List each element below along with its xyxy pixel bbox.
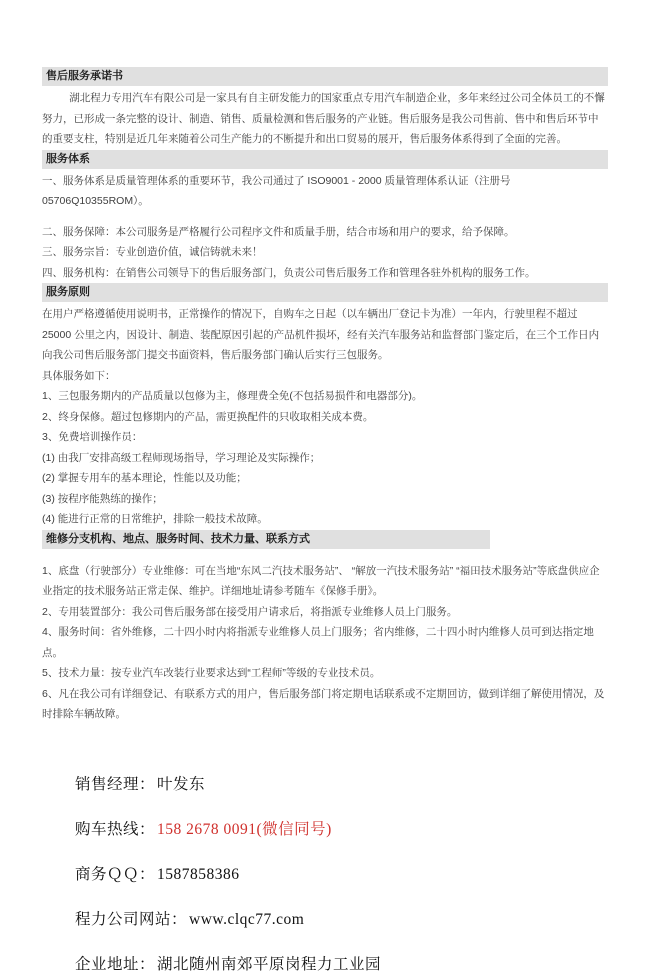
service-system-item: 二、服务保障：本公司服务是严格履行公司程序文件和质量手册，结合市场和用户的要求，给予保障。 [42,225,515,238]
service-principles-subtitle: 具体服务如下： [42,369,116,382]
document-title-bar [42,67,608,86]
website-line [75,910,608,930]
service-network-item: 2、专用装置部分：我公司售后服务部在接受用户请求后，将指派专业维修人员上门服务。 [42,605,458,618]
section-header-service-system [42,150,608,169]
service-system-item: 三、服务宗旨：专业创造价值，诚信铸就未来！ [42,246,263,258]
service-system-item: 一、服务体系是质量管理体系的重要环节，我公司通过了 ISO9001 - 2000 质量管理体系认证（注册号 05706Q10355ROM）。 [42,174,511,207]
training-item: (1) 由我厂安排高级工程师现场指导，学习理论及实际操作； [42,451,321,464]
service-principles-intro: 在用户严格遵循使用说明书，正常操作的情况下，自购车之日起（以车辆出厂登记卡为准）一年内，行驶里程不超过 25000 公里之内，因设计、制造、装配原因引起的产品机件损坏，经有关汽车服务站和监督部门鉴定后，在三个工作日内向我公司售后服务部门提交书面资料，售后服务部门确认后实行三包服务。 [42,308,600,361]
website-label: 程力公司网站： [75,910,188,928]
training-item: (4) 能进行正常的日常维护，排除一般技术故障。 [42,513,268,525]
section-heading: 服务体系 [46,152,90,165]
service-principles-item: 3、免费培训操作员： [42,431,143,443]
address-line [75,955,608,975]
address-text: 湖北随州南郊平原岗程力工业园 [157,955,382,973]
qq-number: 1587858386 [157,865,240,883]
training-item: (2) 掌握专用车的基本理论，性能以及功能； [42,472,247,484]
training-item: (3) 按程序能熟练的操作； [42,492,163,505]
intro-paragraph: 湖北程力专用汽车有限公司是一家具有自主研发能力的国家重点专用汽车制造企业，多年来经过公司全体员工的不懈努力，已形成一条完整的设计、制造、销售、质量检测和售后服务的产业链。售后服务是我公司售前、售中和售后环节中的重要支柱，特别是近几年来随着公司生产能力的不断提升和出口贸易的展开，售后服务体系得到了全面的完善。 [42,92,605,145]
service-system-item: 四、服务机构：在销售公司领导下的售后服务部门，负责公司售后服务工作和管理各驻外机构的服务工作。 [42,266,536,279]
service-network-item: 5、技术力量：按专业汽车改装行业要求达到“工程师”等级的专业技术员。 [42,667,381,679]
section-header-service-principles [42,283,608,302]
hotline-label: 购车热线： [75,820,156,838]
document-title: 售后服务承诺书 [46,70,123,82]
contact-block [42,775,608,975]
service-network-item: 1、底盘（行驶部分）专业维修：可在当地“东风二汽技术服务站”、 “解放一汽技术服务站” “福田技术服务站”等底盘供应企业指定的技术服务站正常走保、维护。详细地址请参考随车《保修手册》。 [42,564,600,597]
website-url: www.clqc77.com [189,910,305,928]
sales-manager-name: 叶发东 [157,775,206,793]
service-principles-item: 2、终身保修。超过包修期内的产品，需更换配件的只收取相关成本费。 [42,410,374,423]
section-heading: 维修分支机构、地点、服务时间、技术力量、联系方式 [46,532,310,545]
service-network-item: 4、服务时间：省外维修，二十四小时内将指派专业维修人员上门服务；省内维修，二十四小时内维修人员可到达指定地点。 [42,626,594,659]
qq-line [75,865,608,885]
section-heading: 服务原则 [46,286,90,298]
section-header-service-network [42,530,490,549]
sales-manager-label: 销售经理： [75,775,156,793]
address-label: 企业地址： [75,955,156,973]
hotline-line [75,820,608,840]
qq-label: 商务ＱＱ： [75,865,156,883]
hotline-number: 158 2678 0091(微信同号) [157,820,332,838]
service-principles-item: 1、三包服务期内的产品质量以包修为主，修理费全免(不包括易损件和电器部分)。 [42,390,423,402]
service-network-item: 6、凡在我公司有详细登记、有联系方式的用户，售后服务部门将定期电话联系或不定期回访，做到详细了解使用情况，及时排除车辆故障。 [42,687,605,720]
sales-manager-line [75,775,608,795]
